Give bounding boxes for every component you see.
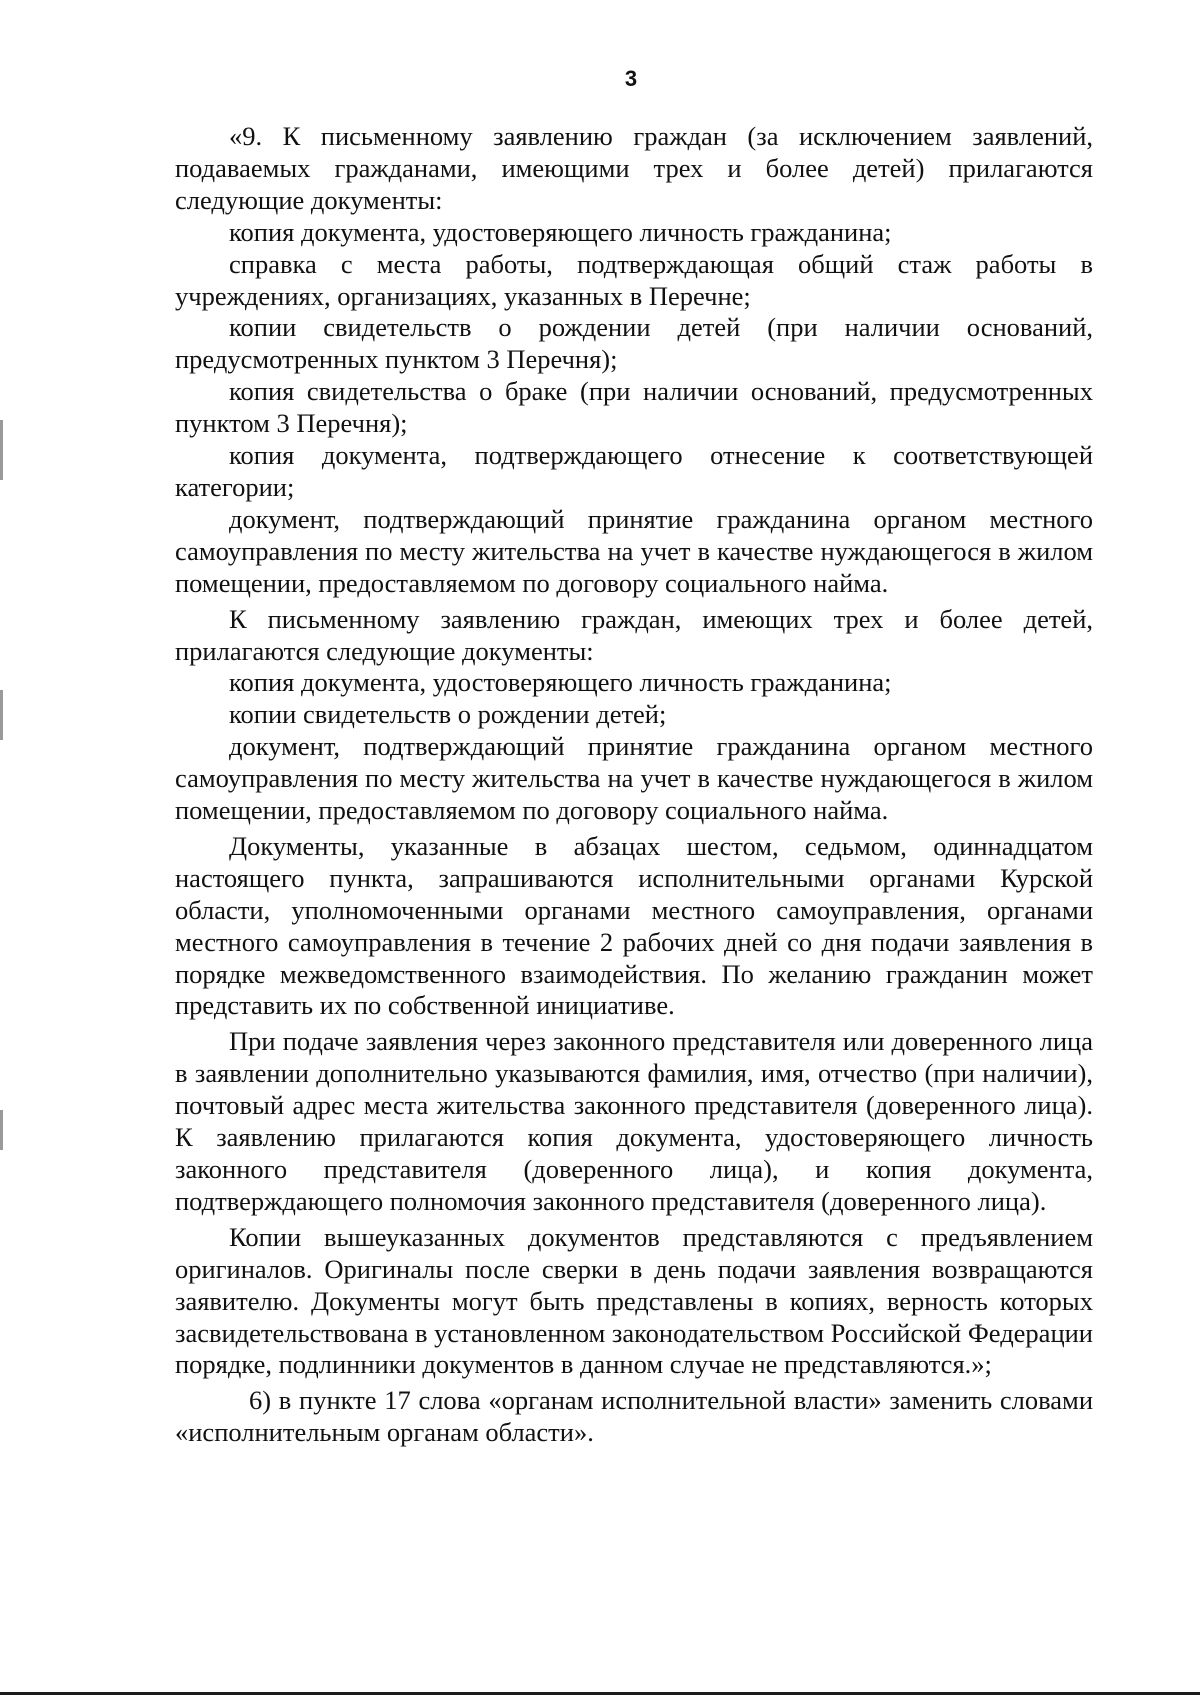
paragraph-interagency-request: Документы, указанные в абзацах шестом, седьмом, одиннадцатом настоящего пункта, запрашиваются исполнительными органами Курской области, уполномоченными органами местного самоуправления, органами местного самоуправления в течение 2 рабочих дней со дня подачи заявления в порядке межведомственного взаимодействия. По желанию гражданин может представить их по собственной инициативе. — [175, 830, 1093, 1021]
paragraph-large-families: К письменному заявлению граждан, имеющих трех и более детей, прилагаются следующие документы: — [175, 603, 1093, 666]
paragraph-amendment-6: 6) в пункте 17 слова «органам исполнительной власти» заменить словами «исполнительным органам области». — [175, 1385, 1093, 1448]
scan-edge-mark — [0, 1110, 3, 1150]
paragraph-item-9-intro: «9. К письменному заявлению граждан (за исключением заявлений, подаваемых гражданами, имеющими трех и более детей) прилагаются следующие документы: — [175, 121, 1093, 215]
list-item-identity-copy: копия документа, удостоверяющего личность гражданина; — [229, 667, 892, 698]
list-item-birth-certificates: копии свидетельств о рождении детей (при наличии оснований, предусмотренных пунктом 3 Перечня); — [175, 312, 1093, 375]
page-number: 3 — [624, 66, 638, 91]
list-item-category-document: копия документа, подтверждающего отнесение к соответствующей категории; — [175, 440, 1093, 502]
list-item-marriage-certificate: копия свидетельства о браке (при наличии оснований, предусмотренных пунктом 3 Перечня); — [175, 376, 1093, 439]
list-item-identity-copy: копия документа, удостоверяющего личность гражданина; — [229, 216, 892, 247]
scan-edge-mark — [0, 420, 3, 480]
list-item-birth-certificates: копии свидетельств о рождении детей; — [229, 699, 667, 730]
list-item-housing-registration: документ, подтверждающий принятие гражданина органом местного самоуправления по месту жительства на учет в качестве нуждающегося в жилом помещении, предоставляемом по договору социального найма. — [175, 731, 1093, 826]
paragraph-originals: Копии вышеуказанных документов представляются с предъявлением оригиналов. Оригиналы после сверки в день подачи заявления возвращаются заявителю. Документы могут быть представлены в копиях, верность которых засвидетельствована в установленном законодательством Российской Федерации порядке, подлинники документов в данном случае не представляются.»; — [175, 1221, 1093, 1380]
scan-edge-mark — [0, 690, 3, 740]
list-item-housing-registration: документ, подтверждающий принятие гражданина органом местного самоуправления по месту жительства на учет в качестве нуждающегося в жилом помещении, предоставляемом по договору социального найма. — [175, 503, 1093, 598]
scan-bottom-edge — [0, 1692, 1200, 1695]
list-item-employment-certificate: справка с места работы, подтверждающая общий стаж работы в учреждениях, организациях, указанных в Перечне; — [175, 248, 1093, 311]
document-body — [175, 121, 1093, 1449]
paragraph-representative: При подаче заявления через законного представителя или доверенного лица в заявлении дополнительно указываются фамилия, имя, отчество (при наличии), почтовый адрес места жительства законного представителя (доверенного лица). К заявлению прилагаются копия документа, удостоверяющего личность законного представителя (доверенного лица), и копия документа, подтверждающего полномочия законного представителя (доверенного лица). — [175, 1026, 1093, 1216]
